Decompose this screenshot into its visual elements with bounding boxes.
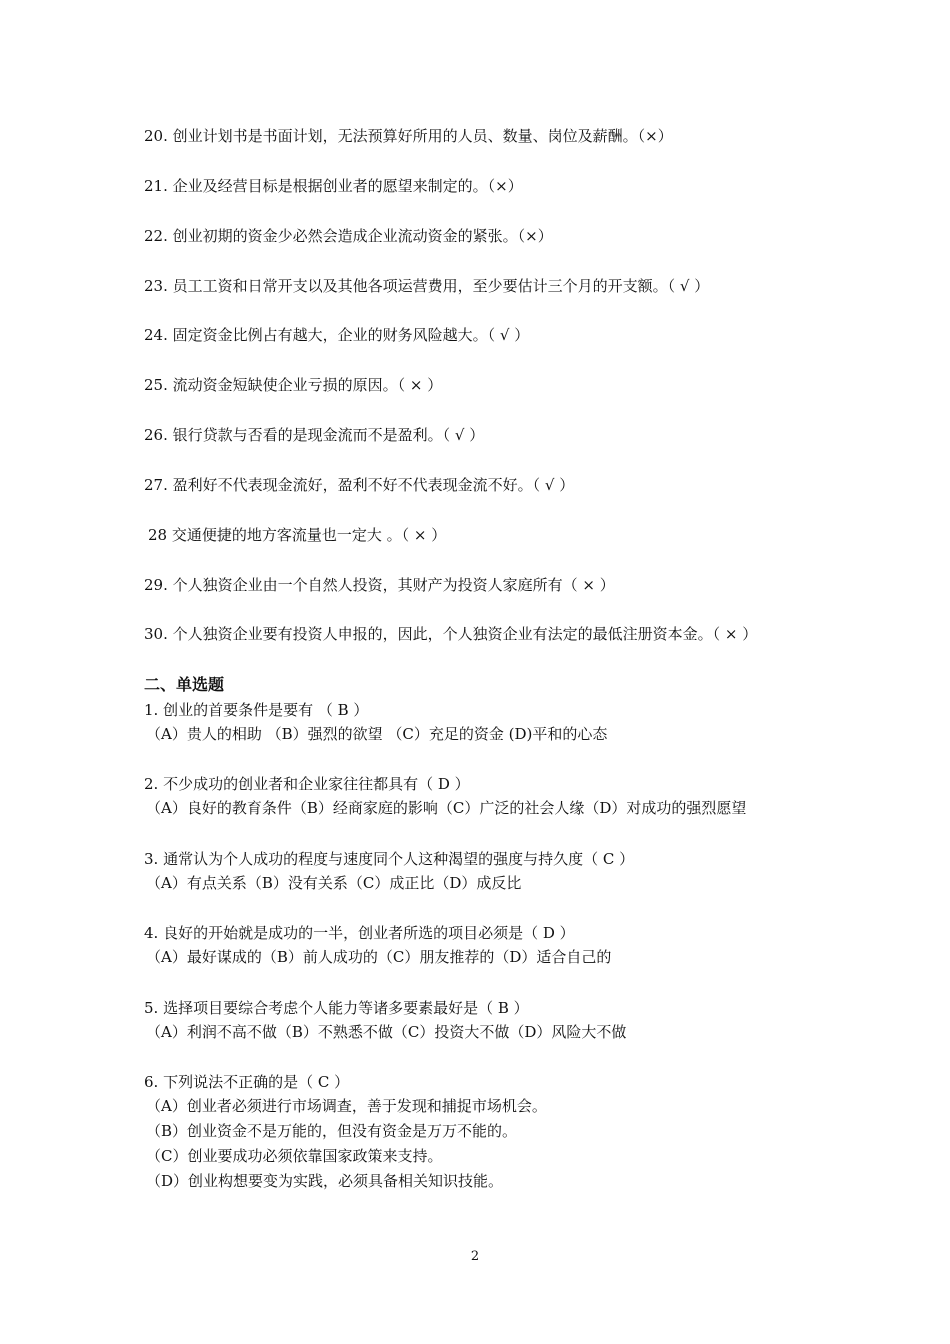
sc-question-6: 6. 下列说法不正确的是（ C ） (144, 1073, 350, 1091)
tf-item-29: 29. 个人独资企业由一个自然人投资，其财产为投资人家庭所有（ × ） (144, 576, 615, 594)
sc-options-1: （A）贵人的相助 （B）强烈的欲望 （C）充足的资金 (D)平和的心态 (146, 725, 608, 743)
sc-question-1: 1. 创业的首要条件是要有 （ B ） (144, 701, 369, 719)
tf-item-20: 20. 创业计划书是书面计划，无法预算好所用的人员、数量、岗位及薪酬。（×） (144, 127, 673, 145)
sc-question-2: 2. 不少成功的创业者和企业家往往都具有（ D ） (144, 775, 470, 793)
tf-item-22: 22. 创业初期的资金少必然会造成企业流动资金的紧张。（×） (144, 227, 553, 245)
section-heading: 二、单选题 (144, 675, 225, 694)
tf-item-23: 23. 员工工资和日常开支以及其他各项运营费用，至少要估计三个月的开支额。（ √ ） (144, 277, 710, 295)
tf-item-30: 30. 个人独资企业要有投资人申报的，因此，个人独资企业有法定的最低注册资本金。（ × ） (144, 625, 758, 643)
tf-item-27: 27. 盈利好不代表现金流好，盈利不好不代表现金流不好。（ √ ） (144, 476, 575, 494)
tf-item-26: 26. 银行贷款与否看的是现金流而不是盈利。（ √ ） (144, 426, 485, 444)
sc-options-2: （A）良好的教育条件（B）经商家庭的影响（C）广泛的社会人缘（D）对成功的强烈愿望 (146, 799, 747, 817)
tf-item-21: 21. 企业及经营目标是根据创业者的愿望来制定的。（×） (144, 177, 523, 195)
sc-option-6d: （D）创业构想要变为实践，必须具备相关知识技能。 (146, 1172, 504, 1190)
sc-options-4: （A）最好谋成的（B）前人成功的（C）朋友推荐的（D）适合自己的 (146, 948, 612, 966)
sc-options-3: （A）有点关系（B）没有关系（C）成正比（D）成反比 (146, 874, 522, 892)
tf-item-25: 25. 流动资金短缺使企业亏损的原因。（ × ） (144, 376, 443, 394)
sc-option-6b: （B）创业资金不是万能的，但没有资金是万万不能的。 (146, 1122, 518, 1140)
sc-option-6a: （A）创业者必须进行市场调查，善于发现和捕捉市场机会。 (146, 1097, 547, 1115)
tf-item-28: 28 交通便捷的地方客流量也一定大 。（ × ） (148, 526, 447, 544)
page-number: 2 (470, 1249, 480, 1264)
sc-option-6c: （C）创业要成功必须依靠国家政策来支持。 (146, 1147, 443, 1165)
sc-question-3: 3. 通常认为个人成功的程度与速度同个人这种渴望的强度与持久度（ C ） (144, 850, 635, 868)
sc-options-5: （A）利润不高不做（B）不熟悉不做（C）投资大不做（D）风险大不做 (146, 1023, 627, 1041)
sc-question-5: 5. 选择项目要综合考虑个人能力等诸多要素最好是（ B ） (144, 999, 529, 1017)
sc-question-4: 4. 良好的开始就是成功的一半，创业者所选的项目必须是（ D ） (144, 924, 575, 942)
tf-item-24: 24. 固定资金比例占有越大，企业的财务风险越大。（ √ ） (144, 326, 530, 344)
